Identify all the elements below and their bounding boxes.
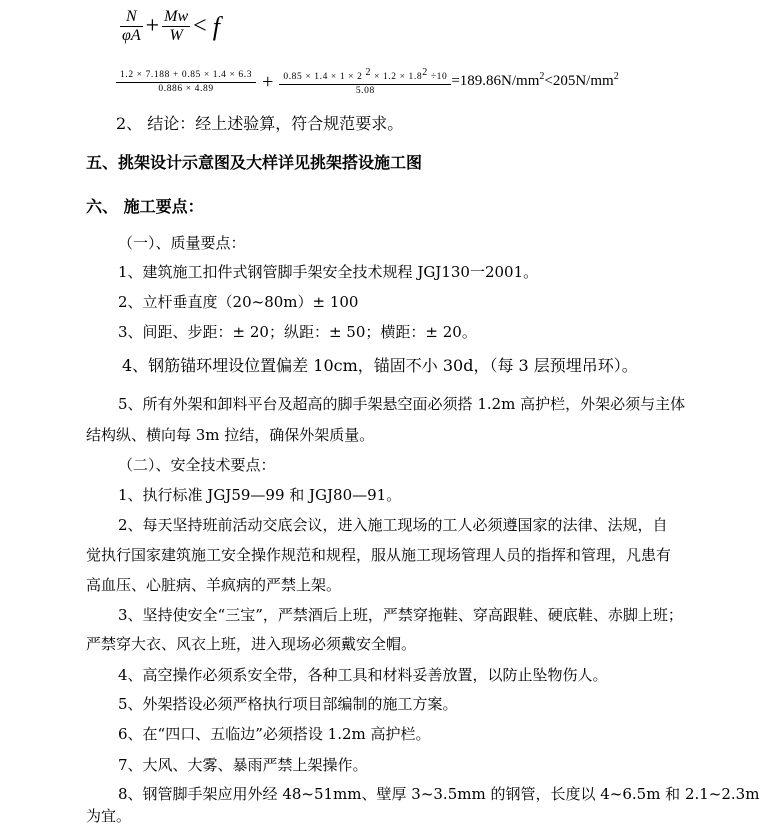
quality-item-2: 2、立杆垂直度（20~80m）± 100: [118, 293, 359, 311]
calc-frac2-num-part3: ÷10: [427, 72, 448, 83]
section-6-heading: 六、 施工要点：: [86, 197, 204, 216]
formula-mw: Mw: [164, 8, 189, 25]
calc-result-sq1: 2: [539, 70, 545, 82]
calc-frac2-denominator: 5.08: [355, 86, 375, 97]
safety-points-title: （二）、安全技术要点：: [118, 456, 276, 474]
quality-item-5-line1: 5、所有外架和卸料平台及超高的脚手架悬空面必须搭 1.2m 高护栏，外架必须与主体: [118, 395, 686, 413]
safety-item-1: 1、执行标准 JGJ59—99 和 JGJ80—91。: [118, 486, 402, 504]
formula-plus: +: [145, 13, 160, 39]
safety-item-2-line1: 2、每天坚持班前活动交底会议，进入施工现场的工人必须遵国家的法律、法规，自: [118, 516, 668, 534]
safety-item-2-line3: 高血压、心脏病、羊疯病的严禁上架。: [86, 576, 342, 594]
calc-fraction-1: [116, 69, 256, 96]
calc-frac2-exp1: 2: [365, 67, 372, 78]
safety-item-8-line2: 为宜。: [86, 807, 132, 825]
formula-f: f: [212, 11, 220, 41]
safety-item-8-line1: 8、钢管脚手架应用外经 48~51mm、壁厚 3~3.5mm 的钢管，长度以 4~6.5m 和 2.1~2.3m: [118, 785, 760, 803]
calc-frac1-denominator: 0.886 × 4.89: [158, 83, 214, 94]
safety-item-5: 5、外架搭设必须严格执行项目部编制的施工方案。: [118, 695, 458, 713]
section-5-heading: 五、挑架设计示意图及大样详见挑架搭设施工图: [86, 153, 423, 172]
safety-item-3-line2: 严禁穿大衣、风衣上班，进入现场必须戴安全帽。: [86, 635, 417, 653]
calc-frac1-numerator: 1.2 × 7.188 + 0.85 × 1.4 × 6.3: [116, 69, 256, 83]
safety-item-4: 4、高空操作必须系安全带，各种工具和材料妥善放置，以防止坠物伤人。: [118, 666, 608, 684]
formula-n: N: [120, 8, 143, 27]
safety-item-6: 6、在“四口、五临边”必须搭设 1.2m 高护栏。: [118, 725, 431, 743]
calc-plus: +: [262, 70, 274, 93]
axial-term: [120, 8, 143, 45]
quality-item-1: 1、建筑施工扣件式钢管脚手架安全技术规程 JGJ130一2001。: [118, 263, 539, 281]
calc-result-limit: <205N/mm: [544, 72, 614, 89]
calc-frac2-num-part1: 0.85 × 1.4 × 1 × 2: [283, 72, 366, 83]
safety-item-3-line1: 3、坚持使安全“三宝”，严禁酒后上班，严禁穿拖鞋、穿高跟鞋、硬底鞋、赤脚上班；: [118, 606, 683, 624]
numeric-calculation: [116, 66, 619, 100]
calc-result-value: =189.86N/mm: [451, 72, 540, 89]
calc-frac2-num-part2: × 1.2 × 1.8: [371, 72, 423, 83]
moment-term: [162, 8, 190, 45]
quality-points-title: （一）、质量要点：: [118, 234, 246, 252]
formula-phi-a: φA: [122, 27, 141, 44]
calc-frac2-exp2: 2: [422, 67, 428, 78]
calc-fraction-2: [279, 66, 451, 98]
quality-item-5-line2: 结构纵、横向每 3m 拉结，确保外架质量。: [86, 426, 375, 444]
safety-item-2-line2: 觉执行国家建筑施工安全操作规范和规程，服从施工现场管理人员的指挥和管理，凡患有: [86, 546, 672, 564]
calc-frac2-numerator: [279, 66, 451, 85]
conclusion-line: 2、 结论：经上述验算，符合规范要求。: [116, 114, 404, 133]
formula-less-than: <: [193, 13, 207, 39]
safety-item-7: 7、大风、大雾、暴雨严禁上架操作。: [118, 756, 368, 774]
calc-result-sq2: 2: [613, 70, 619, 82]
formula-w: W: [169, 27, 183, 44]
calc-result: [451, 71, 618, 90]
quality-item-4: 4、钢筋锚环埋设位置偏差 10cm，锚固不小 30d，（每 3 层预埋吊环）。: [122, 356, 638, 375]
strength-check-formula: [120, 8, 223, 52]
quality-item-3: 3、间距、步距：± 20；纵距：± 50；横距：± 20。: [118, 323, 477, 341]
